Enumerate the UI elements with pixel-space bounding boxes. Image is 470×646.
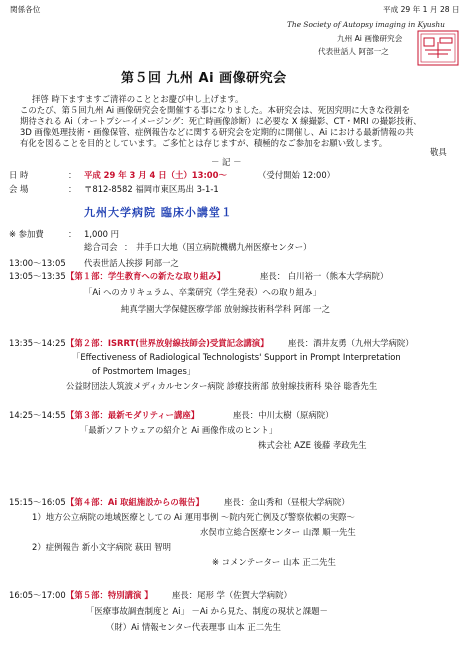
program-line: 「Ai へのカリキュラム、卒業研究（学生発表）への取り組み」 [84, 287, 322, 297]
program-line: （財）Ai 情報センター代表理事 山本 正二先生 [106, 622, 281, 632]
intro-line: 期待される Ai（オートプシーイメージング：死亡時画像診断）に必要な X 線撮影、CT・MRI の撮影技術、 [20, 116, 422, 126]
reception-time: （受付開始 12:00） [258, 170, 336, 180]
session-heading: 【第１部：学生教育への新たな取り組み】 [66, 271, 226, 281]
society-seal-logo [414, 28, 464, 68]
program-line: 2）症例報告 新小文字病院 萩田 智明 [32, 542, 171, 552]
intro-line: 有化を図ることを目的としています。ご多忙とは存じますが、積極的なご参加をお願い致します。 [20, 138, 388, 148]
society-name-en: The Society of Autopsy imaging in Kyushu [287, 20, 445, 29]
closing: 敬具 [430, 147, 447, 157]
recipients: 関係各位 [10, 5, 41, 14]
program-line: 「最新ソフトウェアの紹介と Ai 画像作成のヒント」 [80, 425, 278, 435]
fee-value: 1,000 円 [84, 229, 120, 239]
event-date: 平成 29 年 3 月 4 日（土）13:00～ [84, 170, 227, 180]
session-chair: 座長：金山秀和（昼根大学病院） [224, 497, 350, 507]
venue-label: 会 場 [9, 184, 29, 194]
session-chair: 座長： 白川裕一（熊本大学病院） [260, 271, 389, 281]
program-time: 15:15～16:05 [9, 497, 66, 507]
program-line: ※ コメンテーター 山本 正二先生 [212, 557, 336, 567]
program-line: of Postmortem Images」 [92, 366, 196, 376]
venue-name: 九州大学病院 臨床小講堂１ [84, 206, 233, 219]
session-chair: 座長：中川太樹（原病院） [233, 410, 334, 420]
intro-line: 拝啓 時下ますますご清祥のこととお慶び申し上げます。 [32, 94, 244, 104]
program-time: 16:05～17:00 [9, 590, 66, 600]
org-name: 九州 Ai 画像研究会 [337, 34, 403, 43]
issue-date: 平成 29 年 1 月 28 日 [383, 5, 460, 14]
intro-line: このたび、第５回九州 Ai 画像研究会を開催する事になりました。本研究会は、死因究明に大きな役割を [20, 105, 410, 115]
ki-heading: － 記 － [211, 157, 242, 167]
mc-value: 井手口大地（国立病院機構九州医療センター） [136, 242, 312, 252]
program-line: 株式会社 AZE 後藤 孝政先生 [258, 440, 367, 450]
date-label: 日 時 [9, 170, 29, 180]
program-time: 13:35～14:25 [9, 338, 66, 348]
program-line: 水俣市立総合医療センター 山澤 順一先生 [200, 527, 356, 537]
representative: 代表世話人 阿部一之 [318, 47, 389, 56]
session-chair: 座長：尾形 学（佐賀大学病院） [172, 590, 292, 600]
session-heading: 【第３部：最新モダリティー講座】 [66, 410, 200, 420]
program-line: 「Effectiveness of Radiological Technologists' Support in Prompt Interpretation [72, 352, 401, 362]
program-line: 1）地方公立病院の地域医療としての Ai 運用事例 ～院内死亡例及び警察依頼の実際～ [32, 512, 355, 522]
program-line: 「医療事故調査制度と Ai」 －Ai から見た、制度の現状と課題－ [86, 606, 328, 616]
session-heading: 【第２部：ISRRT(世界放射線技師会)受賞記念講演】 [66, 338, 269, 348]
venue-address: 〒812-8582 福岡市東区馬出 3-1-1 [84, 184, 219, 194]
program-time: 13:00～13:05 [9, 258, 66, 268]
session-heading: 【第５部：特別講演 】 [66, 590, 153, 600]
fee-label: ※ 参加費 [9, 229, 44, 239]
page-title: 第５回 九州 Ai 画像研究会 [121, 71, 287, 86]
program-time: 13:05～13:35 [9, 271, 66, 281]
mc-label: 総合司会 [84, 242, 118, 252]
intro-paragraph [20, 94, 421, 149]
program-line: 代表世話人挨拶 阿部一之 [84, 258, 179, 268]
program-time: 14:25～14:55 [9, 410, 66, 420]
program-line: 純真学園大学保健医療学部 放射線技術科学科 阿部 一之 [121, 304, 330, 314]
intro-line: 3D 画像処理技術・画像保管、症例報告などに関する研究会を定期的に開催し、Ai における最新情報の共 [20, 127, 414, 137]
session-chair: 座長：酒井友勇（九州大学病院） [288, 338, 414, 348]
program-line: 公益財団法人筑波メディカルセンター病院 診療技術部 放射線技術科 染谷 聡香先生 [66, 381, 378, 391]
session-heading: 【第４部：Ai 取組施設からの報告】 [66, 497, 204, 507]
